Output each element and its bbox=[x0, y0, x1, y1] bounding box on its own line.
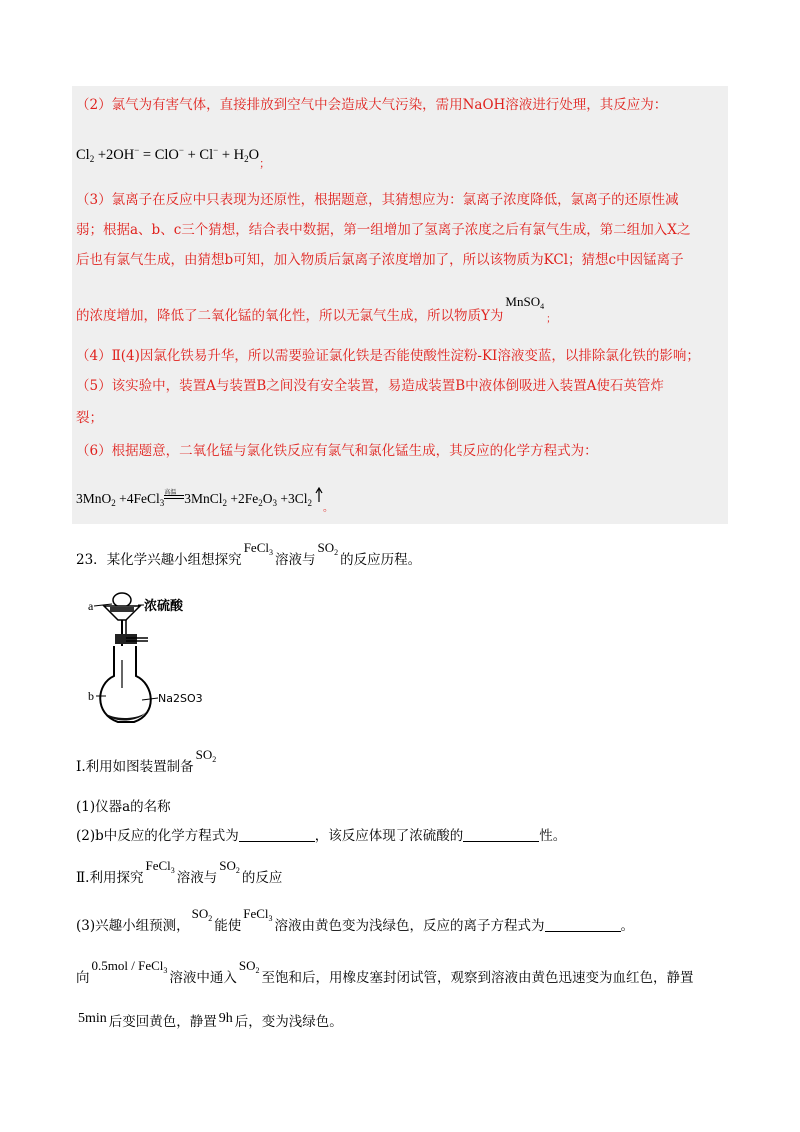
question-3: (3)兴趣小组预测，$SO_2$ 能使FeCl$_3$ 溶液由黄色变为浅绿色，反应的离子方程式为 。 bbox=[76, 906, 635, 934]
answer-part-6-equation: 3MnO$_2$ +4FeCl$_3$ 高温 3MnCl$_2$ $+2Fe_2O_3 +3Cl_2$ $_。$ bbox=[76, 487, 333, 519]
answer-blank-equation[interactable] bbox=[239, 827, 315, 842]
answer-part-5-line-1: （5）该实验中，装置A与装置B之间没有安全装置，易造成装置B中液体倒吸进入装置A使石英管炸 bbox=[76, 378, 664, 394]
answer-part-6: （6）根据题意，二氧化锰与氯化铁反应有氯气和氯化锰生成，其反应的化学方程式为： bbox=[76, 443, 598, 459]
label-b: b bbox=[88, 689, 94, 703]
question-23-intro: 23．某化学兴趣小组想探究FeCl$_3$ 溶液与$SO_2$ 的反应历程。 bbox=[76, 540, 422, 568]
answer-part-3-line-3: 后也有氯气生成，由猜想b可知，加入物质后氯离子浓度增加了，所以该物质为KCl；猜想c中因锰离子 bbox=[76, 252, 684, 268]
reaction-condition: 高温 bbox=[164, 489, 177, 496]
answer-blank-property[interactable] bbox=[463, 827, 539, 842]
answer-part-2-equation: $Cl_2 +2OH^- = ClO^- + Cl^- + H_2O_;$ bbox=[76, 145, 271, 170]
label-a: a bbox=[88, 599, 94, 613]
answer-part-5-line-2: 裂； bbox=[76, 410, 103, 426]
question-2: (2)b中反应的化学方程式为 ，该反应体现了浓硫酸的 性。 bbox=[76, 828, 567, 844]
so2-generation-apparatus-diagram bbox=[82, 588, 232, 728]
question-1: (1)仪器a的名称 bbox=[76, 799, 171, 815]
answer-part-2: （2）氯气为有害气体，直接排放到空气中会造成大气污染，需用NaOH溶液进行处理，其反应为： bbox=[76, 97, 668, 113]
gas-up-arrow-icon bbox=[315, 487, 323, 503]
concentrated-sulfuric-acid-label: 浓硫酸 bbox=[144, 599, 184, 614]
observation-line-1: 向0.5mol / FeCl$_3$ 溶液中通入$SO_2$ 至饱和后，用橡皮塞封闭试管，观察到溶液由黄色迅速变为血红色，静置 bbox=[76, 958, 694, 986]
part-1-heading: Ⅰ.利用如图装置制备$SO_2$ bbox=[76, 747, 217, 775]
answer-part-3-line-4: 的浓度增加，降低了二氧化锰的氧化性，所以无氯气生成，所以物质Y为MnSO$_4$； bbox=[76, 294, 557, 325]
observation-line-2: 5min 后变回黄色，静置 9h 后，变为浅绿色。 bbox=[78, 1011, 343, 1030]
answer-part-3-line-2: 弱；根据a、b、c三个猜想，结合表中数据，第一组增加了氢离子浓度之后有氯气生成，第二组加入X之 bbox=[76, 222, 691, 238]
part-2-heading: Ⅱ.利用探究FeCl$_3$ 溶液与$SO_2$ 的反应 bbox=[76, 858, 283, 886]
answer-part-4: （4）Ⅱ(4)因氯化铁易升华，所以需要验证氯化铁是否能使酸性淀粉-KI溶液变蓝，以排除氯化铁的影响； bbox=[76, 348, 700, 364]
answer-blank-ionic-equation[interactable] bbox=[545, 917, 621, 932]
answer-part-3-line-1: （3）氯离子在反应中只表现为还原性，根据题意，其猜想应为：氯离子浓度降低，氯离子的还原性减 bbox=[76, 192, 679, 208]
sodium-sulfite-label: Na2SO3 bbox=[158, 692, 203, 705]
